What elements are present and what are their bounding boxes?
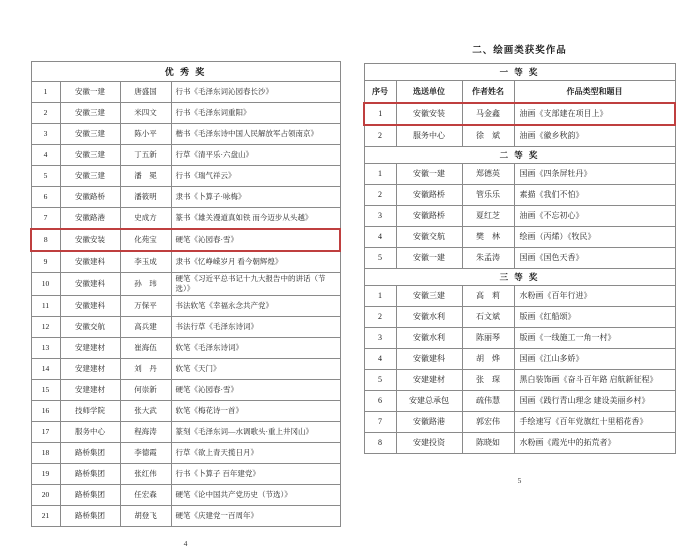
table-cell: 绘画（丙烯）《牧民》 (514, 227, 675, 248)
table-cell: 史成方 (120, 208, 171, 230)
table-row (31, 443, 340, 464)
table-cell: 软笔《天门》 (171, 359, 340, 380)
table-cell: 夏红芝 (462, 206, 514, 227)
table-row (31, 82, 340, 103)
table-cell: 油画《支部建在项目上》 (514, 103, 675, 125)
table-cell: 6 (364, 391, 396, 412)
table-row (31, 485, 340, 506)
table-cell: 安徽三建 (60, 166, 120, 187)
table-cell: 隶书《卜算子·咏梅》 (171, 187, 340, 208)
table-cell: 安徽水利 (396, 307, 462, 328)
table-cell: 马金鑫 (462, 103, 514, 125)
table-cell: 安徽路桥 (396, 185, 462, 206)
table-cell: 油画《徽乡秋韵》 (514, 125, 675, 147)
table-cell: 硬笔《庆建党一百周年》 (171, 506, 340, 527)
table-cell: 手绘速写《百年党旗红十里稻花香》 (514, 412, 675, 433)
table-cell: 安徽建科 (60, 273, 120, 296)
table-cell: 米四文 (120, 103, 171, 124)
section-header-row (364, 147, 675, 164)
page-number: 4 (183, 539, 188, 548)
table-cell: 路桥集团 (60, 443, 120, 464)
table-cell: 国画《四条屏牡丹》 (514, 164, 675, 185)
table-cell: 2 (31, 103, 60, 124)
table-row (31, 103, 340, 124)
section-header-row (31, 62, 340, 82)
table-row (364, 164, 675, 185)
table-cell: 安徽安装 (60, 229, 120, 251)
table-cell: 7 (364, 412, 396, 433)
table-cell: 16 (31, 401, 60, 422)
table-cell: 胡登飞 (120, 506, 171, 527)
table-cell: 樊 林 (462, 227, 514, 248)
table-body (31, 82, 340, 527)
table-cell: 硬笔《沁园春·雪》 (171, 380, 340, 401)
table-cell: 行草《欲上青天揽日月》 (171, 443, 340, 464)
table-cell: 20 (31, 485, 60, 506)
table-cell: 版画《一线施工一角一村》 (514, 328, 675, 349)
table-cell: 8 (364, 433, 396, 454)
table-cell: 万保平 (120, 296, 171, 317)
table-cell: 安徽一建 (396, 164, 462, 185)
table-body (364, 64, 675, 454)
table-cell: 篆刻《毛泽东词—水调歌头·重上井冈山》 (171, 422, 340, 443)
table-cell: 安徽建科 (396, 349, 462, 370)
table-cell: 李德霞 (120, 443, 171, 464)
column-header-cell: 序号 (364, 81, 396, 104)
table-cell: 郭宏伟 (462, 412, 514, 433)
table-cell: 2 (364, 307, 396, 328)
table-cell: 安徽交航 (396, 227, 462, 248)
table-cell: 朱孟涛 (462, 248, 514, 269)
calligraphy-excellence-table (30, 61, 341, 527)
table-cell: 张 琛 (462, 370, 514, 391)
table-cell: 篆书《雄关漫道真如铁 而今迈步从头越》 (171, 208, 340, 230)
table-cell: 13 (31, 338, 60, 359)
table-cell: 5 (364, 248, 396, 269)
table-cell: 唐盛国 (120, 82, 171, 103)
table-cell: 3 (31, 124, 60, 145)
table-cell: 行草《清平乐·六盘山》 (171, 145, 340, 166)
table-cell: 1 (31, 82, 60, 103)
table-cell: 安建建材 (60, 338, 120, 359)
table-row (31, 296, 340, 317)
table-cell: 21 (31, 506, 60, 527)
table-row (364, 307, 675, 328)
table-cell: 硬笔《习近平总书记十九大报告中的讲话（节选）》 (171, 273, 340, 296)
table-cell: 丁五新 (120, 145, 171, 166)
table-cell: 陈小平 (120, 124, 171, 145)
table-cell: 安徽路桥 (396, 206, 462, 227)
table-cell: 安徽三建 (60, 103, 120, 124)
table-cell: 硬笔《沁园春·雪》 (171, 229, 340, 251)
painting-awards-table (363, 63, 676, 454)
table-cell: 7 (31, 208, 60, 230)
table-cell: 安徽建科 (60, 296, 120, 317)
table-cell: 行书《瑞气祥云》 (171, 166, 340, 187)
table-cell: 胡 烨 (462, 349, 514, 370)
table-cell: 楷书《毛泽东诗中国人民解放军占领南京》 (171, 124, 340, 145)
table-row (31, 506, 340, 527)
table-cell: 2 (364, 125, 396, 147)
table-cell: 陈丽琴 (462, 328, 514, 349)
table-row (31, 208, 340, 230)
section-title: 三 等 奖 (364, 269, 675, 286)
table-cell: 6 (31, 187, 60, 208)
table-row (31, 187, 340, 208)
table-cell: 孙 玮 (120, 273, 171, 296)
table-cell: 程海涛 (120, 422, 171, 443)
table-cell: 张大武 (120, 401, 171, 422)
table-cell: 高兵建 (120, 317, 171, 338)
table-cell: 油画《不忘初心》 (514, 206, 675, 227)
table-cell: 疏伟慧 (462, 391, 514, 412)
table-cell: 李玉成 (120, 251, 171, 273)
table-cell: 潘筱明 (120, 187, 171, 208)
table-cell: 郑德英 (462, 164, 514, 185)
table-row (31, 401, 340, 422)
table-cell: 黑白装饰画《奋斗百年路 启航新征程》 (514, 370, 675, 391)
table-row (31, 124, 340, 145)
table-cell: 管乐乐 (462, 185, 514, 206)
table-cell: 素描《我们不怕》 (514, 185, 675, 206)
table-cell: 国画《国色天香》 (514, 248, 675, 269)
table-row (364, 185, 675, 206)
table-row (364, 103, 675, 125)
table-cell: 张红伟 (120, 464, 171, 485)
document-section-heading: 二、绘画类获奖作品 (472, 46, 567, 56)
table-cell: 安建投资 (396, 433, 462, 454)
table-row (364, 206, 675, 227)
table-cell: 3 (364, 328, 396, 349)
table-row (364, 412, 675, 433)
column-header-row (364, 81, 675, 104)
table-cell: 隶书《忆峥嵘岁月 看今朝辉煌》 (171, 251, 340, 273)
table-cell: 4 (364, 349, 396, 370)
table-cell: 任宏森 (120, 485, 171, 506)
column-header-cell: 作品类型和题目 (514, 81, 675, 104)
table-row (364, 227, 675, 248)
table-cell: 1 (364, 286, 396, 307)
table-cell: 安徽路港 (60, 208, 120, 230)
table-row (364, 433, 675, 454)
table-row (31, 317, 340, 338)
table-row (364, 125, 675, 147)
page-left (30, 61, 341, 548)
table-cell: 何崇新 (120, 380, 171, 401)
table-cell: 安建建材 (60, 359, 120, 380)
section-title: 优 秀 奖 (31, 62, 340, 82)
column-header-cell: 作者姓名 (462, 81, 514, 104)
table-cell: 安徽三建 (396, 286, 462, 307)
table-cell: 路桥集团 (60, 464, 120, 485)
table-cell: 刘 丹 (120, 359, 171, 380)
table-cell: 18 (31, 443, 60, 464)
table-cell: 行书《毛泽东词重阳》 (171, 103, 340, 124)
table-cell: 安徽水利 (396, 328, 462, 349)
table-cell: 石文斌 (462, 307, 514, 328)
table-row (31, 359, 340, 380)
table-cell: 版画《红船颂》 (514, 307, 675, 328)
table-cell: 国画《江山多娇》 (514, 349, 675, 370)
table-cell: 12 (31, 317, 60, 338)
page-right (363, 42, 676, 485)
table-cell: 4 (364, 227, 396, 248)
table-row (31, 273, 340, 296)
column-header-cell: 选送单位 (396, 81, 462, 104)
section-header-row (364, 269, 675, 286)
section-header-row (364, 64, 675, 81)
table-row (31, 251, 340, 273)
table-cell: 软笔《毛泽东诗词》 (171, 338, 340, 359)
table-row (31, 380, 340, 401)
table-cell: 化苑宝 (120, 229, 171, 251)
table-cell: 安建建材 (396, 370, 462, 391)
table-cell: 安徽路桥 (60, 187, 120, 208)
table-row (31, 422, 340, 443)
section-title: 一 等 奖 (364, 64, 675, 81)
table-cell: 服务中心 (60, 422, 120, 443)
table-cell: 硬笔《论中国共产党历史（节选）》 (171, 485, 340, 506)
table-cell: 9 (31, 251, 60, 273)
table-cell: 水粉画《霞光中的拓荒者》 (514, 433, 675, 454)
table-cell: 安建总承包 (396, 391, 462, 412)
table-row (364, 349, 675, 370)
table-cell: 陈晓如 (462, 433, 514, 454)
table-cell: 安徽三建 (60, 124, 120, 145)
page-number: 5 (517, 476, 522, 485)
table-cell: 行书《毛泽东词沁园春长沙》 (171, 82, 340, 103)
table-row (364, 370, 675, 391)
table-cell: 安徽三建 (60, 145, 120, 166)
table-cell: 安徽建科 (60, 251, 120, 273)
table-cell: 高 莉 (462, 286, 514, 307)
table-row (31, 166, 340, 187)
table-cell: 安徽路港 (396, 412, 462, 433)
table-cell: 5 (31, 166, 60, 187)
table-cell: 徐 斌 (462, 125, 514, 147)
table-cell: 书法软笔《幸福永念共产党》 (171, 296, 340, 317)
table-row (31, 338, 340, 359)
table-cell: 8 (31, 229, 60, 251)
table-cell: 11 (31, 296, 60, 317)
table-row (364, 328, 675, 349)
table-cell: 安徽一建 (396, 248, 462, 269)
table-cell: 路桥集团 (60, 506, 120, 527)
table-cell: 1 (364, 103, 396, 125)
table-cell: 国画《践行青山理念 建设美丽乡村》 (514, 391, 675, 412)
table-cell: 15 (31, 380, 60, 401)
table-row (31, 229, 340, 251)
table-cell: 3 (364, 206, 396, 227)
table-cell: 崔海伍 (120, 338, 171, 359)
table-cell: 路桥集团 (60, 485, 120, 506)
table-cell: 10 (31, 273, 60, 296)
table-cell: 19 (31, 464, 60, 485)
table-cell: 行书《卜算子 百年建党》 (171, 464, 340, 485)
table-cell: 软笔《梅花诗一首》 (171, 401, 340, 422)
table-cell: 1 (364, 164, 396, 185)
table-cell: 水粉画《百年行进》 (514, 286, 675, 307)
table-cell: 书法行草《毛泽东诗词》 (171, 317, 340, 338)
section-title: 二 等 奖 (364, 147, 675, 164)
table-cell: 安徽一建 (60, 82, 120, 103)
table-row (364, 391, 675, 412)
table-cell: 安建建材 (60, 380, 120, 401)
table-row (364, 248, 675, 269)
table-cell: 4 (31, 145, 60, 166)
table-row (31, 464, 340, 485)
table-row (364, 286, 675, 307)
table-row (31, 145, 340, 166)
table-cell: 5 (364, 370, 396, 391)
table-cell: 潘 冕 (120, 166, 171, 187)
table-cell: 安徽交航 (60, 317, 120, 338)
table-cell: 技师学院 (60, 401, 120, 422)
table-cell: 安徽安装 (396, 103, 462, 125)
table-cell: 17 (31, 422, 60, 443)
table-cell: 服务中心 (396, 125, 462, 147)
table-cell: 14 (31, 359, 60, 380)
table-cell: 2 (364, 185, 396, 206)
